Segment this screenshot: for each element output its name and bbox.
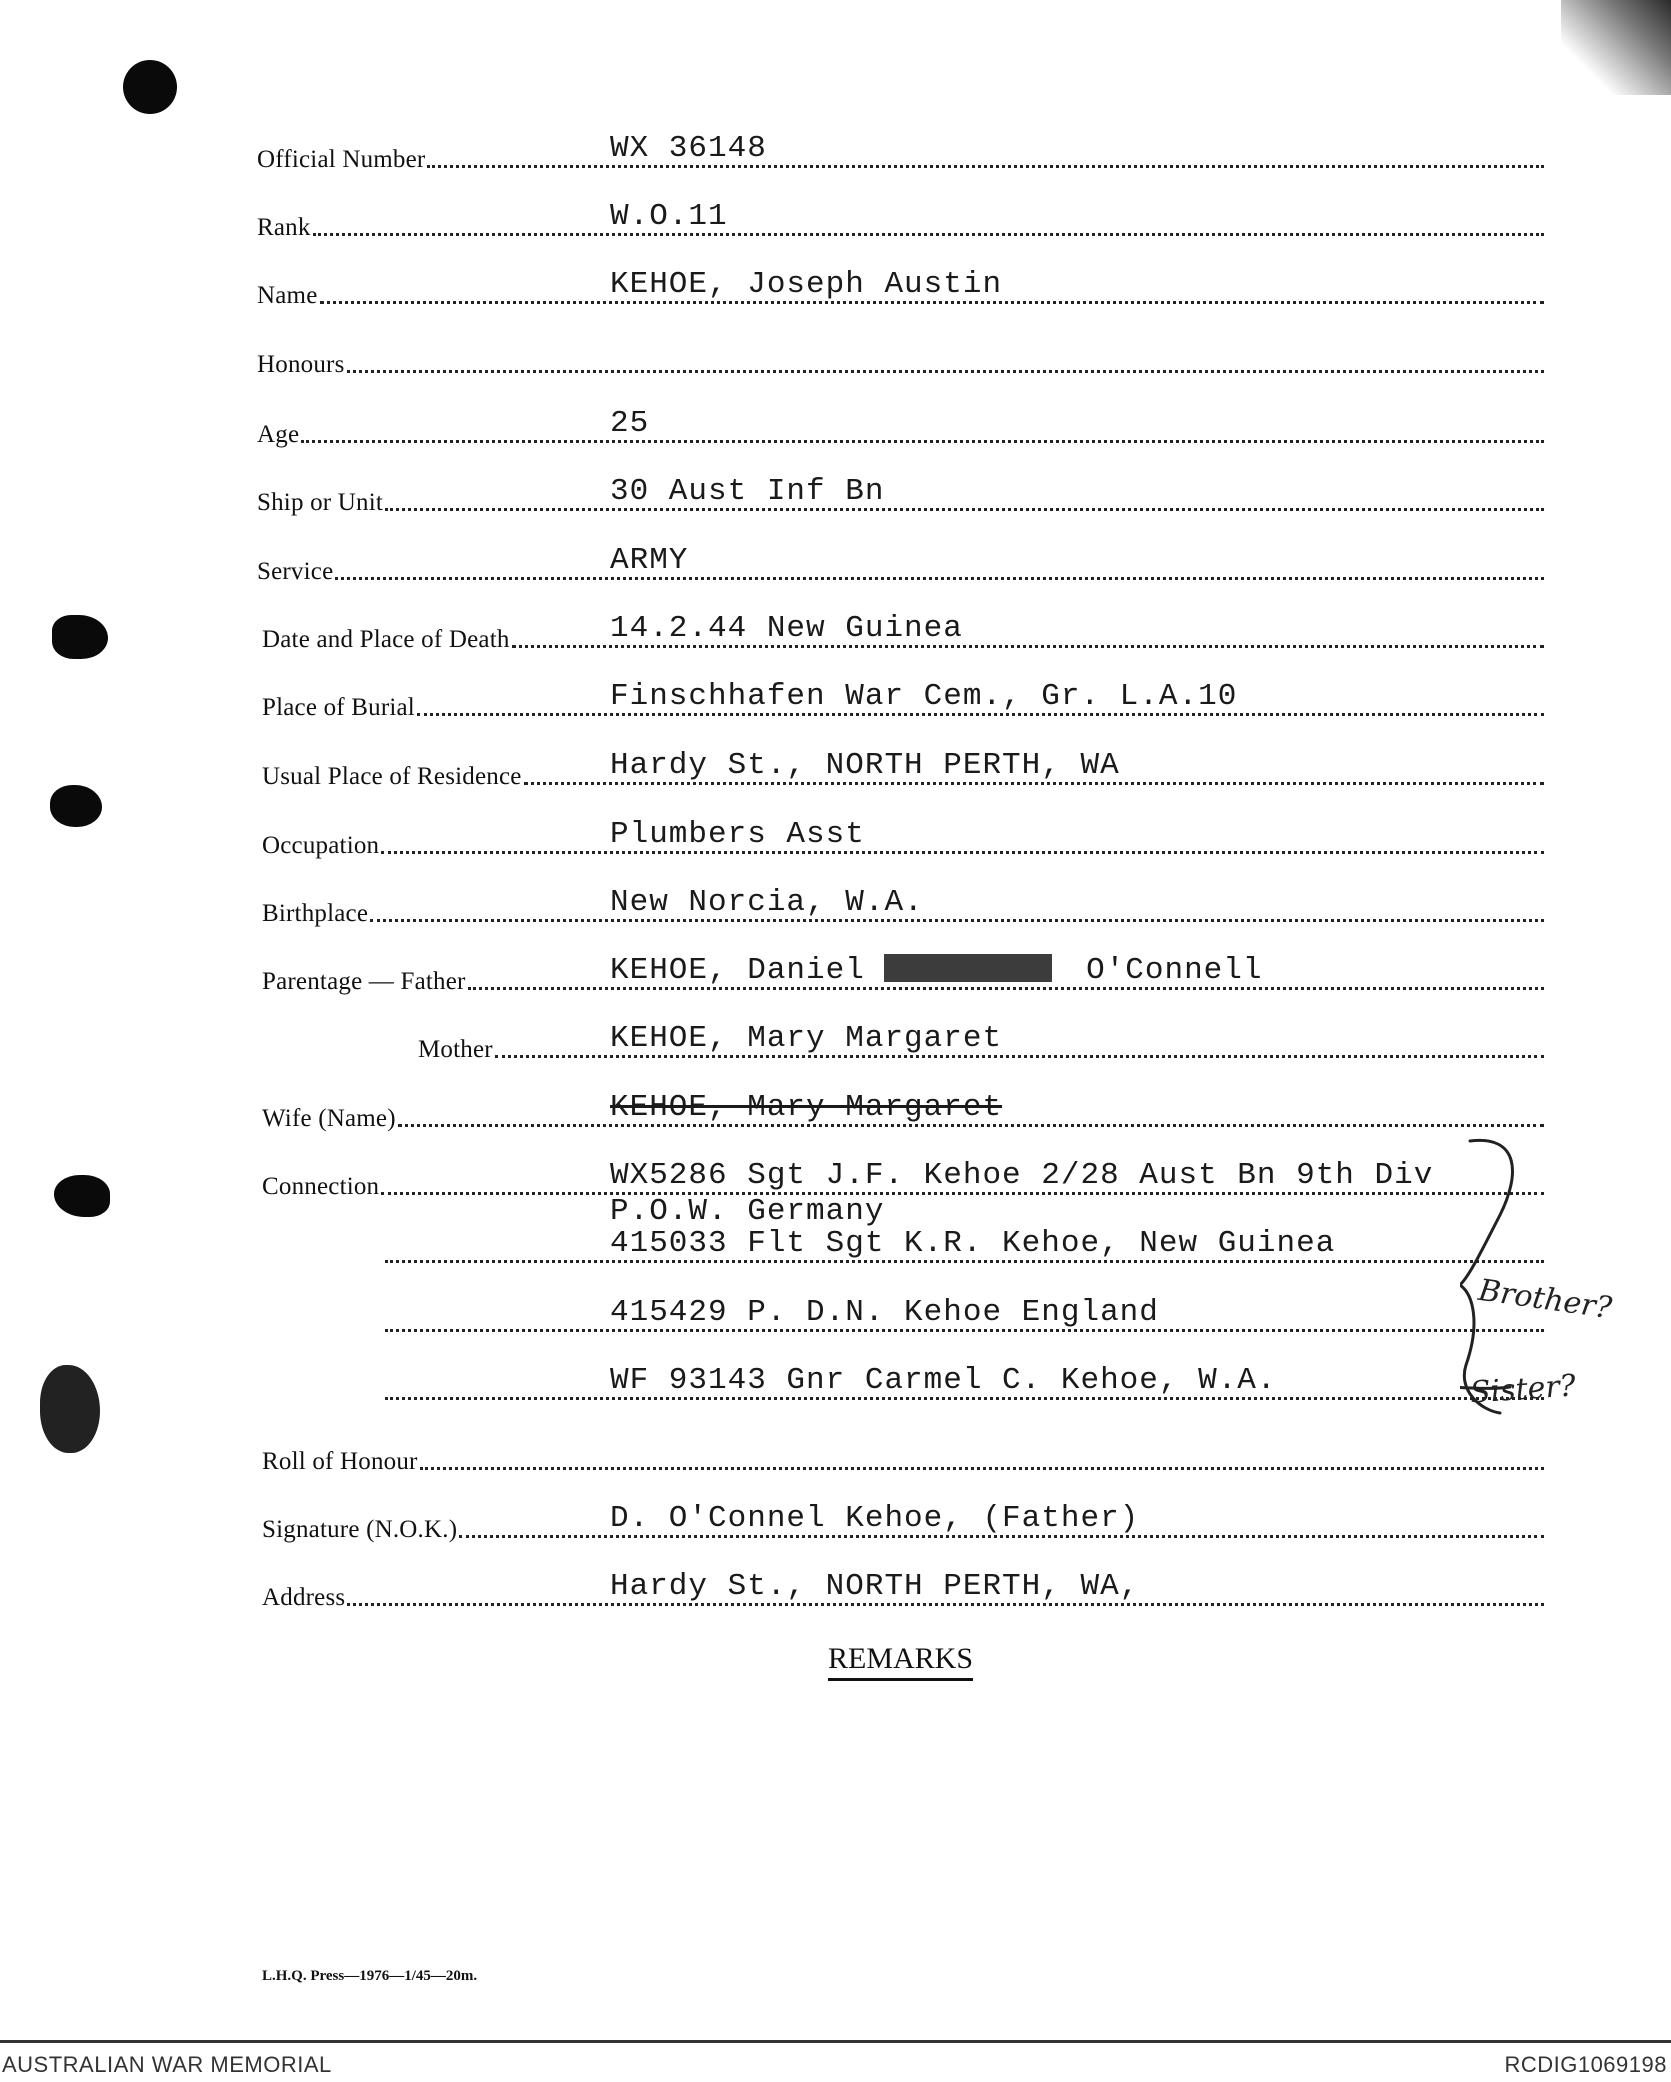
field-value: 25 <box>610 406 650 441</box>
field-value: 415429 P. D.N. Kehoe England <box>610 1295 1159 1330</box>
field-value: W.O.11 <box>610 199 728 234</box>
footer-institution: AUSTRALIAN WAR MEMORIAL <box>2 2052 332 2077</box>
field-value: D. O'Connel Kehoe, (Father) <box>610 1501 1140 1536</box>
field-label: Roll of Honour <box>262 1448 418 1475</box>
field-label: Rank <box>257 214 311 241</box>
field-value: Hardy St., NORTH PERTH, WA, <box>610 1569 1140 1604</box>
father-name-end: O'Connell <box>1086 953 1263 988</box>
field-connection-3 <box>0 1284 1671 1344</box>
field-value: Hardy St., NORTH PERTH, WA <box>610 748 1120 783</box>
scan-bottom-edge <box>0 2040 1671 2043</box>
field-label: Ship or Unit <box>257 489 384 516</box>
field-mother <box>0 1010 1671 1070</box>
handwritten-note-brother: Brother? <box>1476 1272 1614 1327</box>
remarks-heading: REMARKS <box>828 1642 973 1681</box>
field-value <box>610 953 1263 988</box>
field-value: WX5286 Sgt J.F. Kehoe 2/28 Aust Bn 9th Div <box>610 1158 1434 1193</box>
field-label: Mother <box>418 1036 493 1063</box>
footer-record-id: RCDIG1069198 <box>1504 2052 1667 2077</box>
field-value: 14.2.44 New Guinea <box>610 611 963 646</box>
field-usual-residence <box>0 737 1671 797</box>
field-label: Address <box>262 1584 346 1611</box>
dotted-leader <box>420 1467 1544 1470</box>
field-label: Signature (N.O.K.) <box>262 1516 458 1543</box>
dotted-leader <box>335 577 1544 580</box>
field-connection-4 <box>0 1352 1671 1412</box>
field-label: Official Number <box>257 146 426 173</box>
field-value-struck-through: KEHOE, Mary Margaret <box>610 1090 1003 1125</box>
field-parentage-father <box>0 942 1671 1002</box>
dotted-leader <box>385 508 1544 511</box>
dotted-leader <box>347 370 1544 373</box>
dotted-leader <box>427 165 1544 168</box>
field-value: Finschhafen War Cem., Gr. L.A.10 <box>610 679 1238 714</box>
field-name <box>0 256 1671 316</box>
field-value: ARMY <box>610 543 689 578</box>
field-service <box>0 532 1671 592</box>
field-place-of-burial <box>0 668 1671 728</box>
field-label: Service <box>257 558 334 585</box>
field-connection-2 <box>0 1215 1671 1275</box>
field-value: New Norcia, W.A. <box>610 885 924 920</box>
field-value: WF 93143 Gnr Carmel C. Kehoe, W.A. <box>610 1363 1277 1398</box>
field-label: Parentage — Father <box>262 968 466 995</box>
printer-imprint: L.H.Q. Press—1976—1/45—20m. <box>262 1968 478 1984</box>
field-ship-or-unit <box>0 463 1671 523</box>
field-label: Connection <box>262 1173 380 1200</box>
field-value: 415033 Flt Sgt K.R. Kehoe, New Guinea <box>610 1226 1336 1261</box>
field-occupation <box>0 806 1671 866</box>
field-connection <box>0 1147 1671 1229</box>
scan-corner-shadow <box>1561 0 1671 95</box>
punch-hole-top <box>123 60 177 114</box>
field-label: Wife (Name) <box>262 1105 396 1132</box>
field-label: Place of Burial <box>262 694 415 721</box>
field-label: Honours <box>257 351 345 378</box>
field-value: WX 36148 <box>610 131 767 166</box>
field-value-continued: P.O.W. Germany <box>610 1194 885 1229</box>
field-value: KEHOE, Joseph Austin <box>610 267 1003 302</box>
field-date-place-of-death <box>0 600 1671 660</box>
field-signature-nok <box>0 1490 1671 1550</box>
field-label: Name <box>257 282 318 309</box>
father-name-start: KEHOE, Daniel <box>610 953 865 988</box>
field-address <box>0 1558 1671 1618</box>
field-birthplace <box>0 874 1671 934</box>
field-rank <box>0 188 1671 248</box>
field-label: Occupation <box>262 832 380 859</box>
handwritten-note-sister: Sister? <box>1468 1368 1577 1411</box>
field-wife <box>0 1079 1671 1139</box>
field-value: 30 Aust Inf Bn <box>610 474 885 509</box>
dotted-leader <box>370 919 1544 922</box>
field-roll-of-honour <box>0 1422 1671 1482</box>
typed-over-redaction <box>884 954 1052 982</box>
field-label: Usual Place of Residence <box>262 763 522 790</box>
field-official-number <box>0 120 1671 180</box>
field-honours <box>0 325 1671 385</box>
field-label: Date and Place of Death <box>262 626 510 653</box>
field-label: Age <box>257 421 300 448</box>
dotted-leader <box>301 440 1544 443</box>
dotted-leader <box>313 233 1544 236</box>
field-value: Plumbers Asst <box>610 817 865 852</box>
field-value: KEHOE, Mary Margaret <box>610 1021 1003 1056</box>
dotted-leader <box>381 851 1544 854</box>
field-age <box>0 395 1671 455</box>
field-label: Birthplace <box>262 900 369 927</box>
